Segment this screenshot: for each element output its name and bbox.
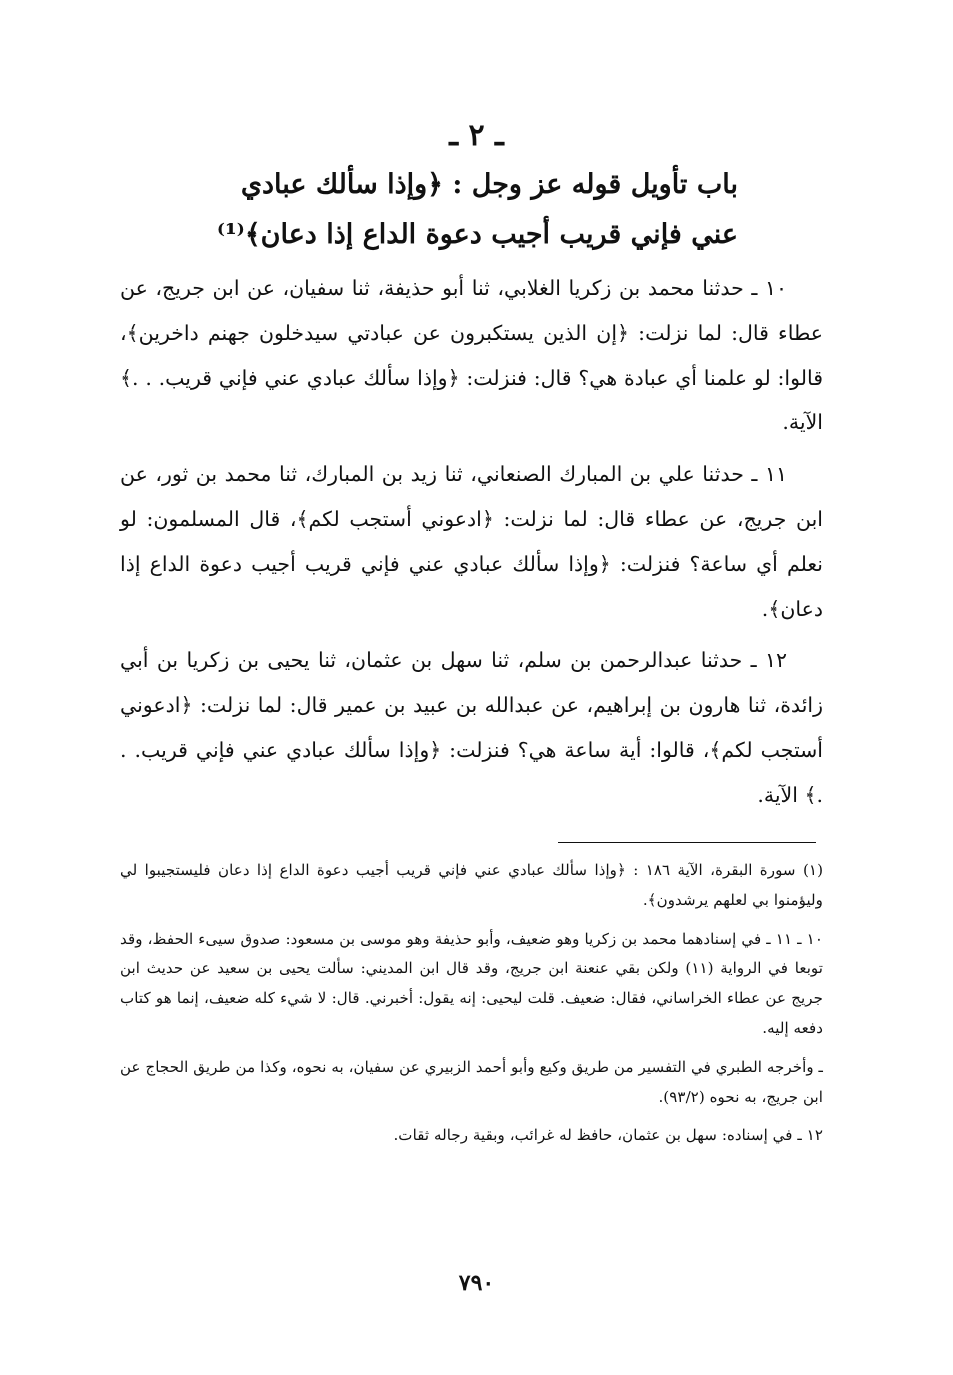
hadith-text xyxy=(120,266,823,825)
chapter-title xyxy=(200,160,738,260)
chapter-title-line-1: باب تأويل قوله عز وجل : ﴿وإذا سألك عبادي xyxy=(240,169,738,200)
footnote-1: (١) سورة البقرة، الآية ١٨٦ : ﴿وإذا سألك عبادي عني فإني قريب أجيب دعوة الداع إذا دعان فليستجيبوا لي وليؤمنوا بي لعلهم يرشدون﴾. xyxy=(120,861,824,909)
footnote-10-11-continued: ـ وأخرجه الطبري في التفسير من طريق وكيع وأبو أحمد الزبيري عن سفيان، به نحوه، وكذا من طريق الحجاج عن ابن جريج، به نحوه (٩٣/٢). xyxy=(120,1057,823,1106)
hadith-paragraph-10: ١٠ ـ حدثنا محمد بن زكريا الغلابي، ثنا أبو حذيفة، ثنا سفيان، عن ابن جريج، عن عطاء قال: لما نزلت: ﴿إن الذين يستكبرون عن عبادتي سيدخلون جهنم داخرين﴾، قالوا: لو علمنا أي عبادة هي؟ قال: فنزلت: ﴿وإذا سألك عبادي عني فإني قريب. . .﴾ الآية. xyxy=(120,276,823,435)
chapter-number: ـ ٢ ـ xyxy=(449,118,504,153)
footnote-12: ١٢ ـ في إسناده: سهل بن عثمان، حافظ له غرائب، وبقية رجاله ثقات. xyxy=(393,1126,823,1145)
footnotes xyxy=(120,856,823,1160)
hadith-paragraph-12: ١٢ ـ حدثنا عبدالرحمن بن سلم، ثنا سهل بن عثمان، ثنا يحيى بن زكريا بن أبي زائدة، ثنا هارون بن إبراهيم، عن عبدالله بن عبيد بن عمير قال: لما نزلت: ﴿ادعوني أستجب لكم﴾، قالوا: أية ساعة هي؟ فنزلت: ﴿وإذا سألك عبادي عني فإني قريب. . .﴾ الآية. xyxy=(120,648,823,807)
footnote-separator xyxy=(558,842,816,843)
footnote-10-11: ١٠ ـ ١١ ـ في إسنادهما محمد بن زكريا وهو ضعيف، وأبو حذيفة وهو موسى بن مسعود: صدوق سيىء الحفظ، وقد توبعا في الرواية (١١) ولكن بقي عنعنة ابن جريج، وقد قال ابن المديني: سألت يحيى بن سعيد عن حديث ابن جريج عن عطاء الخراساني، فقال: ضعيف. قلت ليحيى: إنه يقول: أخبرني. قال: لا شيء كله ضعيف، إنما هو كتاب دفعه إليه. xyxy=(120,929,823,1037)
page-number: ٧٩٠ xyxy=(458,1270,495,1296)
hadith-paragraph-11: ١١ ـ حدثنا علي بن المبارك الصنعاني، ثنا زيد بن المبارك، ثنا محمد بن ثور، عن ابن جريج، عن عطاء قال: لما نزلت: ﴿ادعوني أستجب لكم﴾، قال المسلمون: لو نعلم أي ساعة؟ فنزلت: ﴿وإذا سألك عبادي عني فإني قريب أجيب دعوة الداع إذا دعان﴾. xyxy=(120,462,823,621)
chapter-title-line-2: عني فإني قريب أجيب دعوة الداع إذا دعان﴾⁽¹⁾ xyxy=(216,219,738,250)
